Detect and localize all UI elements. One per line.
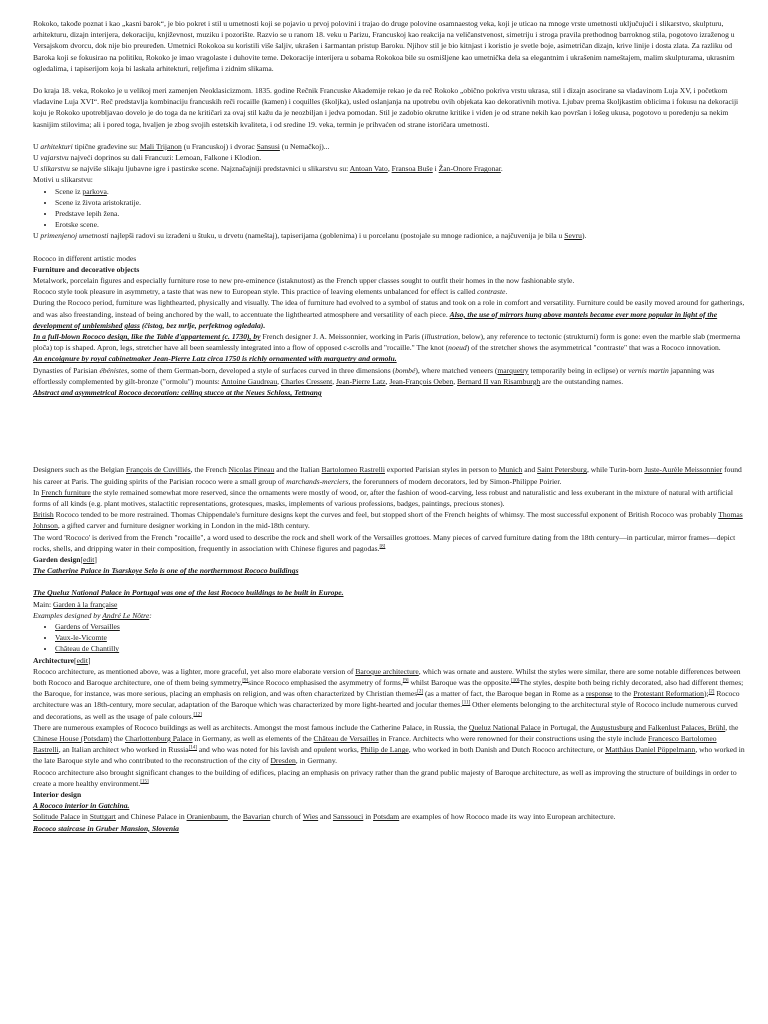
d2-end: the style remained somewhat more reserved, since the ornaments were mostly of wood, or, after the fashion of wood-carving, less robust and naturalistic and less exuberant in the mixture of natural with artificial forms of all kinds (e.g. plant motives, stalactitic representations, grotesques, masks, implements of various professions, badges, paintings, precious stones). [33,487,734,508]
a1-text-8: ); [703,689,709,699]
uses-painting: U slikarstvu se najviše slikaju ljubavne igre i pastirske scene. Najznačajniji predstavnici u slikarstvu su: Antoan Vato, Fransoa Buše i Žan-Onore Fragonar. [33,164,503,174]
furniture-paragraph-1: Metalwork, porcelain figures and especially furniture rose to new pre-eminence (istaknutost) as the French upper classes sought to outfit their homes in the now fashionable style. [33,276,575,286]
list-item [55,643,745,654]
f4-text-2: , below), any reference to tectonic (strukturni) form is gone: even the marble slab (mermerna ploča) top is shaped. Apron, legs, stretcher have all been seamlessly integrated into a flow of opposed c-scrolls and "rocaille." The knot ( [33,332,741,353]
link-oranienbaum[interactable]: Oranienbaum [186,812,228,822]
uses-architecture: U arhitekturi tipične građevine su: Mali Trijanon (u Francuskoj) i dvorac Sansusi (u Nemačkoj)... [33,141,330,151]
link-cuvillies[interactable]: François de Cuvilliés [126,465,191,475]
reference-link[interactable]: [2] [708,689,715,695]
link-wies[interactable]: Wies [302,812,319,822]
link-vaux-le-vicomte[interactable]: Vaux-le-Vicomte [55,633,107,643]
d1-text-2: , the French [190,465,229,475]
reference-link[interactable]: [8] [379,544,386,550]
f5-text-2: , some of them German-born, developed a style of surfaces curved in three dimensions ( [127,365,396,375]
modes-heading: Rococo in different artistic modes [33,253,137,263]
a1-text-6: (as a matter of fact, the Baroque began in Rome as a [423,689,586,699]
a2-text-7: , an Italian architect who worked in Russia [58,745,189,755]
i1-text-3: , the [227,812,243,822]
link-sevru[interactable]: Sevru [564,231,582,241]
i1-text-4: church of [270,812,303,822]
caption-gatchina: A Rococo interior in Gatchina. [33,801,130,811]
f4-term: illustration [424,332,459,342]
architecture-heading-text: Architecture [33,655,75,665]
furniture-paragraph-3 [33,297,745,331]
link-protestant-reformation[interactable]: Protestant Reformation [633,689,704,699]
caption-gruber-mansion: Rococo staircase in Gruber Mansion, Slovenia [33,823,179,833]
a1-text-9: Rococo architecture was an 18th-century, more secular, adaptation of the Baroque which was characterized by more light-hearted and jocular themes. [33,689,740,710]
sculpt-label: vajarstvu [40,153,69,163]
arch-text: tipične građevine su: [72,141,140,151]
d3-text: Rococo tended to be more restrained. Thomas Chippendale's furniture designs kept the curves and feel, but stopped short of the French heights of whimsy. The most successful exponent of British Rococo was probably [53,510,719,520]
intro-paragraph-1: Rokoko, takođe poznat i kao „kasni barok“, je bio pokret i stil u umetnosti koji se pojavio u prvoj polovini i trajao do druge polovine osamnaestog veka, koji je uticao na mnoge vrste umetnosti uključujući i slikarstvo, skulpturu, arhitekturu, dizajn interijera, dekoraciju, književnost, muziku i pozorište. Razvio se u ranom 18. veku u Parizu, Francuskoj kao reakcija na veličanstvenost, simetriju i stroga pravila prethodnog barroknog stila, pogotovo izraženog u Versajskom dvorcu, dok nije bio preuređen. Umetnici Rokokoa su koristili više šaljiv, ukrašen i šarmantan pristup Baroku. Njihov stil je bio kitnjast i koristio je svetle boje, asimetričan dizajn, krive linije i dosta zlata. Za razliku od Baroka koji se fokusirao na politiku, Rokoko je imao vragolaste i duhovite teme. Dekoracije interijera u sobama Rokokoa bile su osmišljene kao umetnička dela sa elegantnim i ukrašenim nameštajem, malim skulpturama, ukrasnim ogledalima, i tapiserijom koja bi laskala arhitekturi, reljefima i zidnim slikama. [33,19,735,73]
f4-emphasis: In a full-blown Rococo design, like the Table d'appartement (c. 1730), by [33,332,261,342]
i1-text: in [80,812,90,822]
a2-text-10: , who worked in the late Baroque style and who contributed to the reconstruction of the city of [33,745,745,766]
arch-label: arhitekturi [40,141,73,151]
a2-text-8: and who was noted for his lavish and opulent works, [196,745,361,755]
interior-paragraph-1 [33,811,745,822]
designers-paragraph-3 [33,509,745,531]
list-item: • Scene iz parkova. [55,186,745,197]
document-page [33,18,745,834]
uses-applied-art: U primenjenoj umetnosti najlepši radovi su izrađeni u štuku, u drvetu (nameštaj), tapiserijama (goblenima) i u porcelanu (postojale su mnoge radionice, a najčuvenija je bila u Sevru). [33,231,587,241]
d1-text: Designers such as the Belgian [33,465,127,475]
link-bernard-van-risamburgh[interactable]: Bernard II van Risamburgh [457,376,541,386]
designers-paragraph-2 [33,487,745,509]
link-philip-de-lange[interactable]: Philip de Lange [360,745,409,755]
d1-text-5: and [522,465,538,475]
i1-text-2: and Chinese Palace in [115,812,187,822]
d3-end: , a gifted carver and furniture designer working in London in the mid-18th century. [57,521,310,531]
f5-term: ébénistes [99,365,128,375]
arch-end: (u Nemačkoj)... [279,141,330,151]
a1-text-7: to the [612,689,634,699]
edit-link-architecture[interactable]: edit [76,655,88,665]
a1-text-5: The styles, despite both being richly decorated, also had different themes; the Baroque, for instance, was more serious, placing an emphasis on religion, and was often characterized by Christian themes [33,677,744,699]
motifs-label: Motivi u slikarstvu: [33,175,93,185]
sculpt-text: najveći doprinos su dali Francuzi: Lemoan, Falkone i Klodion. [68,153,262,163]
d2-text: In [33,487,42,497]
link-nicolas-pineau[interactable]: Nicolas Pineau [228,465,275,475]
applied-end: ). [581,231,587,241]
furniture-paragraph-2 [33,286,745,297]
link-mali-trijanon[interactable]: Mali Trijanon [139,141,182,151]
link-antoan-vato[interactable]: Antoan Vato [349,164,388,174]
f5-text-4: temporarily being in eclipse) or [528,365,629,375]
link-saint-petersburg[interactable]: Saint Petersburg [537,465,587,475]
garden-examples [33,610,745,621]
f2-text: Rococo style took pleasure in asymmetry, a taste that was new to European style. This practice of leaving elements unbalanced for effect is called [33,287,478,297]
reference-link[interactable]: [10] [511,678,520,684]
architecture-heading: Architecture[edit] [33,655,91,665]
a2-text-2: in Portugal, the [540,722,591,732]
link-chateau-de-chantilly[interactable]: Château de Chantilly [55,644,120,654]
a3-text: Rococo architecture also brought significant changes to the building of edifices, placing an emphasis on privacy rather than the grand public majesty of Baroque architecture, as well as improving the structure of buildings in order to create a more healthy environment. [33,767,737,788]
link-baroque-architecture[interactable]: Baroque architecture [355,666,419,676]
link-antoine-gaudreau[interactable]: Antoine Gaudreau [221,376,278,386]
link-marquetry[interactable]: marquetry [497,365,529,375]
f3-emphasis: Also, the use of mirrors hung above mantels became ever more popular in light of the development of unblemished glass [33,309,718,330]
link-bavarian[interactable]: Bavarian [242,812,271,822]
f4-text: French designer J. A. Meissonnier, working in Paris ( [260,332,425,342]
f5-text: Dynasties of Parisian [33,365,100,375]
link-zan-onore-fragonar[interactable]: Žan-Onore Fragonar [438,164,501,174]
a1-text: Rococo architecture, as mentioned above, was a lighter, more graceful, yet also more elaborate version of [33,666,356,676]
f5-text-5: japanning was effortlessly complemented by gilt-bronze ("ormolu") mounts: [33,365,715,386]
intro-paragraph-2: Do kraja 18. veka, Rokoko je u velikoj meri zamenjen Neoklasicizmom. 1835. godine Rečnik Francuske Akademije rekao je da reč Rokoko „obično pokriva vrstu ukrasa, stil i dizajn asocirane sa vladavinom Luja XV, i početkom vladavine Luja XVI“. Reč predstavlja kombinaciju francuskih reči rocaille (kamen) i coquilles (školjka), usled oslanjanja na upotrebu ovih objekata kao dekorativnih motiva. Ljubav prema školjkastim oblicima i fokusu na dekoraciji koju je Rokoko upotrebljavao dovelo je do toga da ne kritičari za ovaj stil kažu da je neozbiljan i jedva pomodan. Stil je zadobio okrutne kritike i viđen je od strane nekih kao površan i lošeg ukusa, pogotovo u poređenju sa nekim kasnijim stilovima; ali i pored toga, hvaljen je zbog svojih estetskih kvaliteta, i od sredine 19. veka, termin je prihvaćen od strane istoričara umetnosti. [33,86,739,129]
f2-end: . [505,287,508,297]
link-chinese-house-potsdam[interactable]: Chinese House (Potsdam) [33,733,112,743]
link-british[interactable]: British [33,510,54,520]
garden-main [33,599,745,610]
link-augustusburg-falkenlust[interactable]: Augustusburg and Falkenlust Palaces, Brühl [590,722,726,732]
a2-end: , in Germany. [295,756,338,766]
link-fransoa-buse[interactable]: Fransoa Buše [391,164,433,174]
examples-label: Examples designed by [33,610,103,620]
link-sansusi[interactable]: Sansusi [256,141,280,151]
garden-list [33,621,745,655]
garden-heading: Garden design[edit] [33,554,97,564]
d1-text-6: , while Turin-born [586,465,645,475]
list-item: • Erotske scene. [55,219,745,230]
caption-encoignure: An encoignure by royal cabinetmaker Jean-Pierre Latz circa 1750 is richly ornamented with marquetry and ormolu. [33,354,397,364]
examples-end: : [149,610,152,620]
reference-link[interactable]: [15] [140,779,149,785]
a2-text-5: in Germany, as well as elements of the [192,733,314,743]
link-solitude-palace[interactable]: Solitude Palace [33,812,81,822]
a1-text-10: Other elements belonging to the architectural style of Rococo include numerous curved and decorations, as well as the usage of pale colours. [33,700,738,721]
garden-heading-text: Garden design [33,554,81,564]
d4-text: The word 'Rococo' is derived from the French "rocaille", a word used to describe the rock and shell work of the Versailles grottoes. Many pieces of carved furniture dating from the 18th century—in particular, mirror frames—depict rocks, shells, and dripping water in their composition, frequently in association with Chinese figures and pagodas. [33,532,736,553]
architecture-paragraph-2 [33,722,745,767]
designers-paragraph-1 [33,464,745,486]
main-label: Main: [33,599,54,609]
applied-label: primenjenoj umetnosti [40,231,109,241]
link-thomas-johnson[interactable]: Thomas Johnson [33,510,743,531]
list-item [55,632,745,643]
a2-text-6: in France. Architects who were renowned for their constructions using the style include [378,733,649,743]
link-jean-pierre-latz[interactable]: Jean-Pierre Latz [336,376,386,386]
i1-text-5: and [318,812,333,822]
f2-term: contraste [477,287,506,297]
edit-link-garden[interactable]: edit [83,554,95,564]
f4-end: ) of the stretcher shows the asymmetrical "contraste" that was a Rococo innovation. [466,343,721,353]
applied-text: najlepši radovi su izrađeni u štuku, u drvetu (nameštaj), tapiserijama (goblenima) i u porcelanu (postojale su mnoge radionice, a najčuvenija je bila u [108,231,565,241]
link-queluz-national-palace[interactable]: Queluz National Palace [468,722,541,732]
reference-link[interactable]: [9] [402,678,409,684]
reference-link[interactable]: [11] [462,700,471,706]
d1-end: , the forerunners of modern decorators, led by Simon-Philippe Poirier. [348,476,562,486]
link-garden-a-la-francaise[interactable]: Garden à la française [53,599,118,609]
link-gardens-of-versailles[interactable]: Gardens of Versailles [55,621,120,631]
designers-paragraph-4 [33,532,745,554]
f5-term-3: vernis martin [628,365,669,375]
link-dresden[interactable]: Dresden [270,756,296,766]
link-jean-francois-oeben[interactable]: Jean-François Oeben [389,376,454,386]
f3-text: During the Rococo period, furniture was lighthearted, physically and visually. The idea of furniture had evolved to a symbol of status and took on a role in comfort and versatility. Furniture could be easily moved around for gatherings, and was also freestanding, instead of being anchored by the wall, to accentuate the lighthearted atmosphere and versatility of each piece. [33,298,745,319]
link-parkova[interactable]: parkova [82,186,107,196]
link-bartolomeo-rastrelli[interactable]: Bartolomeo Rastrelli [321,465,386,475]
list-item: • Scene iz života aristokratije. [55,197,745,208]
uses-sculpture: U vajarstvu najveći doprinos su dali Francuzi: Lemoan, Falkone i Klodion. [33,153,262,163]
a1-text-3: since Rococo emphasised the asymmetry of forms, [248,677,403,687]
link-meissonnier[interactable]: Juste-Aurèle Meissonnier [644,465,723,475]
f5-term-2: bombé [395,365,416,375]
d1-text-3: and the Italian [274,465,322,475]
a2-text-3: , the [725,722,739,732]
f5-end: are the outstanding names. [540,376,624,386]
a1-text-4: whilst Baroque was the opposite. [408,677,512,687]
f3-note: (čistog, bez mrlje, perfektnog ogledala). [139,320,266,330]
reference-link[interactable]: [9] [242,678,249,684]
link-charlottenburg-palace[interactable]: Charlottenburg Palace [124,733,193,743]
a2-text: There are numerous examples of Rococo buildings as well as architects. Amongst the most famous include the Catherine Palace, in Russia, the [33,722,469,732]
link-french-furniture[interactable]: French furniture [41,487,91,497]
d1-text-7: found his career at Paris. The guiding spirits of the Parisian rococo were a small group of [33,465,742,486]
reference-link[interactable]: [2] [417,689,424,695]
list-item: • Predstave lepih žena. [55,208,745,219]
f4-term-2: noeud [448,343,467,353]
link-response[interactable]: response [585,689,613,699]
architecture-paragraph-3 [33,767,745,789]
paint-label: slikarstvu [40,164,70,174]
link-potsdam[interactable]: Potsdam [373,812,400,822]
d1-term: marchands-merciers [286,476,349,486]
caption-catherine-palace: The Catherine Palace in Tsarskoye Selo is one of the northernmost Rococo buildings [33,566,299,576]
caption-queluz-palace: The Queluz National Palace in Portugal was one of the last Rococo buildings to be built in Europe. [33,588,344,598]
reference-link[interactable]: [14] [188,745,197,751]
link-chateau-de-versailles[interactable]: Château de Versailles [313,733,379,743]
link-charles-cressent[interactable]: Charles Cressent [280,376,333,386]
link-sanssouci[interactable]: Sanssouci [332,812,364,822]
i1-end: are examples of how Rococo made its way into European architecture. [399,812,616,822]
link-poppelmann[interactable]: Matthäus Daniel Pöppelmann [605,745,696,755]
link-andre-le-notre[interactable]: André Le Nôtre [102,610,150,620]
furniture-paragraph-4 [33,331,745,353]
furniture-paragraph-5: Dynasties of Parisian ébénistes, some of them German-born, developed a style of surfaces curved in three dimensions (bombé), where matched veneers (marquetry temporarily being in eclipse) or vernis martin japanning was effortlessly complemented by gilt-bronze ("ormolu") mounts: Antoine Gaudreau, Charles Cressent, Jean-Pierre Latz, Jean-François Oeben, Bernard II van Risamburgh are the outstanding names. [33,365,715,386]
link-stuttgart[interactable]: Stuttgart [89,812,116,822]
arch-mid: (u Francuskoj) i dvorac [181,141,257,151]
a1-text-2: , which was ornate and austere. Whilst the styles were similar, there are some notable differences between both Rococo and Baroque architecture, one of them being symmetry, [33,666,741,687]
reference-link[interactable]: [12] [193,712,202,718]
link-munich[interactable]: Munich [498,465,523,475]
furniture-heading: Furniture and decorative objects [33,264,140,274]
d1-text-4: exported Parisian styles in person to [385,465,499,475]
list-item [55,621,745,632]
architecture-paragraph-1 [33,666,745,722]
i1-text-6: in [363,812,374,822]
f5-text-3: ), where matched veneers ( [415,365,498,375]
link-francesco-rastrelli[interactable]: Francesco Bartolomeo Rastrelli [33,733,717,755]
paint-text: se najviše slikaju ljubavne igre i pastirske scene. Najznačajniji predstavnici u slikarstvu su: [69,164,350,174]
a2-text-9: , who worked in both Danish and Dutch Rococo architecture, or [408,745,606,755]
interior-heading: Interior design [33,789,82,799]
caption-tettnang: Abstract and asymmetrical Rococo decoration: ceiling stucco at the Neues Schloss, Tettnang [33,388,322,398]
a2-text-4: the [111,733,125,743]
motifs-list [33,186,745,231]
